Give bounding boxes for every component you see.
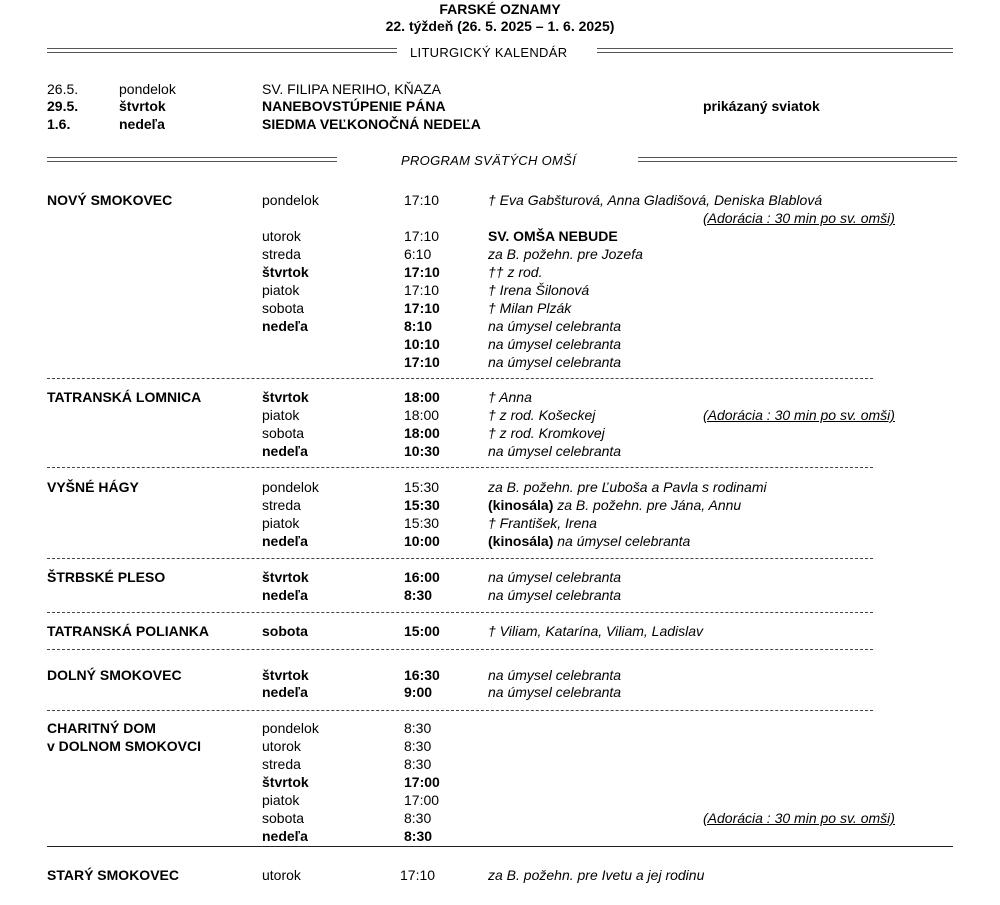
mass-time: 17:10 (404, 192, 440, 208)
divider-right (638, 157, 957, 162)
divider-left (47, 48, 397, 53)
mass-day: štvrtok (262, 774, 309, 790)
adoration-note: (Adorácia : 30 min po sv. omši) (703, 407, 895, 423)
section-separator (47, 378, 873, 379)
place-name-line2: v DOLNOM SMOKOVCI (47, 738, 202, 754)
mass-time: 15:30 (404, 497, 440, 513)
mass-time: 18:00 (404, 389, 440, 405)
mass-time: 17:00 (404, 792, 440, 808)
mass-day: štvrtok (262, 264, 309, 280)
mass-day: nedeľa (262, 828, 308, 844)
place-name: VYŠNÉ HÁGY (47, 479, 139, 495)
mass-intention: na úmysel celebranta (488, 587, 622, 603)
mass-day: piatok (262, 407, 300, 423)
mass-intention: † Milan Plzák (488, 300, 572, 316)
section-separator (47, 467, 873, 468)
mass-time: 15:30 (404, 479, 440, 495)
mass-intention: na úmysel celebranta (488, 336, 622, 352)
section-separator (47, 846, 953, 847)
mass-time: 10:30 (404, 443, 440, 459)
mass-time: 16:00 (404, 569, 440, 585)
mass-day: streda (262, 497, 301, 513)
mass-intention: † Eva Gabšturová, Anna Gladišová, Deniska Blablová (488, 192, 823, 208)
mass-intention: na úmysel celebranta (488, 443, 622, 459)
week-subtitle: 22. týždeň (26. 5. 2025 – 1. 6. 2025) (385, 18, 615, 34)
lit-date: 26.5. (47, 81, 79, 97)
mass-time: 15:00 (404, 623, 440, 639)
mass-time: 8:30 (404, 587, 433, 603)
mass-day: utorok (262, 228, 301, 244)
adoration-note: (Adorácia : 30 min po sv. omši) (703, 810, 895, 826)
section-separator (47, 710, 873, 711)
mass-day: sobota (262, 425, 305, 441)
mass-day: sobota (262, 300, 305, 316)
mass-intention: † Irena Šilonová (488, 282, 590, 298)
lit-day: štvrtok (119, 98, 166, 114)
mass-intention: za B. požehn. pre Ľuboša a Pavla s rodinami (488, 479, 767, 495)
place-name: STARÝ SMOKOVEC (47, 867, 179, 883)
mass-time: 17:10 (404, 300, 440, 316)
place-name: CHARITNÝ DOM (47, 720, 156, 736)
lit-day: pondelok (119, 81, 176, 97)
mass-intention: na úmysel celebranta (488, 318, 622, 334)
mass-day: streda (262, 756, 301, 772)
mass-time: 8:10 (404, 318, 433, 334)
lit-feast: SV. FILIPA NERIHO, KŇAZA (262, 81, 441, 97)
mass-intention: za B. požehn. pre Jozefa (488, 246, 643, 262)
lit-date: 1.6. (47, 116, 71, 132)
mass-day: pondelok (262, 479, 319, 495)
lit-feast: NANEBOVSTÚPENIE PÁNA (262, 98, 446, 114)
lit-note: prikázaný sviatok (703, 98, 820, 114)
mass-time: 16:30 (404, 667, 440, 683)
mass-intention: na úmysel celebranta (488, 569, 622, 585)
mass-intention: za B. požehn. pre Jána, Annu (557, 497, 742, 513)
mass-day: nedeľa (262, 318, 308, 334)
mass-time: 18:00 (404, 407, 440, 423)
mass-day: nedeľa (262, 587, 308, 603)
mass-intention: za B. požehn. pre Ivetu a jej rodinu (488, 867, 705, 883)
section-separator (47, 612, 873, 613)
divider-left (47, 157, 337, 162)
mass-time: 6:10 (404, 246, 432, 262)
mass-day: nedeľa (262, 533, 308, 549)
place-name: DOLNÝ SMOKOVEC (47, 667, 182, 683)
mass-time: 8:30 (404, 828, 433, 844)
place-name: NOVÝ SMOKOVEC (47, 192, 173, 208)
location-prefix: (kinosála) (488, 497, 554, 513)
lit-day: nedeľa (119, 116, 165, 132)
program-section-title: PROGRAM SVÄTÝCH OMŠÍ (401, 153, 577, 168)
mass-day: štvrtok (262, 389, 309, 405)
mass-intention: † Viliam, Katarína, Viliam, Ladislav (488, 623, 704, 639)
place-name: TATRANSKÁ LOMNICA (47, 389, 202, 405)
place-name: ŠTRBSKÉ PLESO (47, 569, 166, 585)
mass-time: 17:00 (404, 774, 440, 790)
mass-day: piatok (262, 792, 300, 808)
mass-intention: † z rod. Košeckej (488, 407, 596, 423)
location-prefix: (kinosála) (488, 533, 554, 549)
mass-day: štvrtok (262, 569, 309, 585)
mass-day: sobota (262, 623, 308, 639)
mass-day: pondelok (262, 720, 319, 736)
mass-day: piatok (262, 515, 300, 531)
mass-time: 17:10 (404, 228, 440, 244)
mass-time: 8:30 (404, 756, 432, 772)
mass-intention: †† z rod. (488, 264, 543, 280)
mass-day: utorok (262, 867, 301, 883)
mass-intention-line (488, 532, 690, 550)
mass-day: nedeľa (262, 684, 308, 700)
mass-day: piatok (262, 282, 300, 298)
mass-intention: † z rod. Kromkovej (488, 425, 605, 441)
mass-time: 15:30 (404, 515, 440, 531)
mass-time: 8:30 (404, 810, 432, 826)
mass-day: nedeľa (262, 443, 308, 459)
mass-time: 10:10 (404, 336, 440, 352)
mass-time: 17:10 (404, 354, 440, 370)
mass-time: 17:10 (404, 282, 440, 298)
mass-time: 17:10 (404, 264, 440, 280)
lit-feast: SIEDMA VEĽKONOČNÁ NEDEĽA (262, 116, 481, 132)
mass-intention: na úmysel celebranta (488, 684, 622, 700)
mass-time: 9:00 (404, 684, 433, 700)
section-separator (47, 558, 873, 559)
mass-day: štvrtok (262, 667, 309, 683)
section-separator (47, 649, 873, 650)
mass-day: streda (262, 246, 301, 262)
adoration-note: (Adorácia : 30 min po sv. omši) (703, 210, 895, 226)
page-title: FARSKÉ OZNAMY (439, 1, 561, 17)
place-name: TATRANSKÁ POLIANKA (47, 623, 210, 639)
lit-date: 29.5. (47, 98, 79, 114)
mass-intention: na úmysel celebranta (557, 533, 691, 549)
mass-time: 10:00 (404, 533, 440, 549)
mass-intention: na úmysel celebranta (488, 354, 622, 370)
mass-day: utorok (262, 738, 301, 754)
mass-time: 17:10 (400, 867, 436, 883)
mass-intention: † Anna (488, 389, 532, 405)
mass-intention: SV. OMŠA NEBUDE (488, 228, 618, 244)
mass-time: 8:30 (404, 738, 432, 754)
mass-intention-line (488, 496, 741, 514)
liturgical-section-title: LITURGICKÝ KALENDÁR (410, 45, 568, 60)
mass-intention: na úmysel celebranta (488, 667, 622, 683)
mass-intention: † František, Irena (488, 515, 597, 531)
mass-time: 8:30 (404, 720, 432, 736)
divider-right (597, 48, 953, 53)
mass-day: sobota (262, 810, 305, 826)
mass-time: 18:00 (404, 425, 440, 441)
mass-day: pondelok (262, 192, 319, 208)
